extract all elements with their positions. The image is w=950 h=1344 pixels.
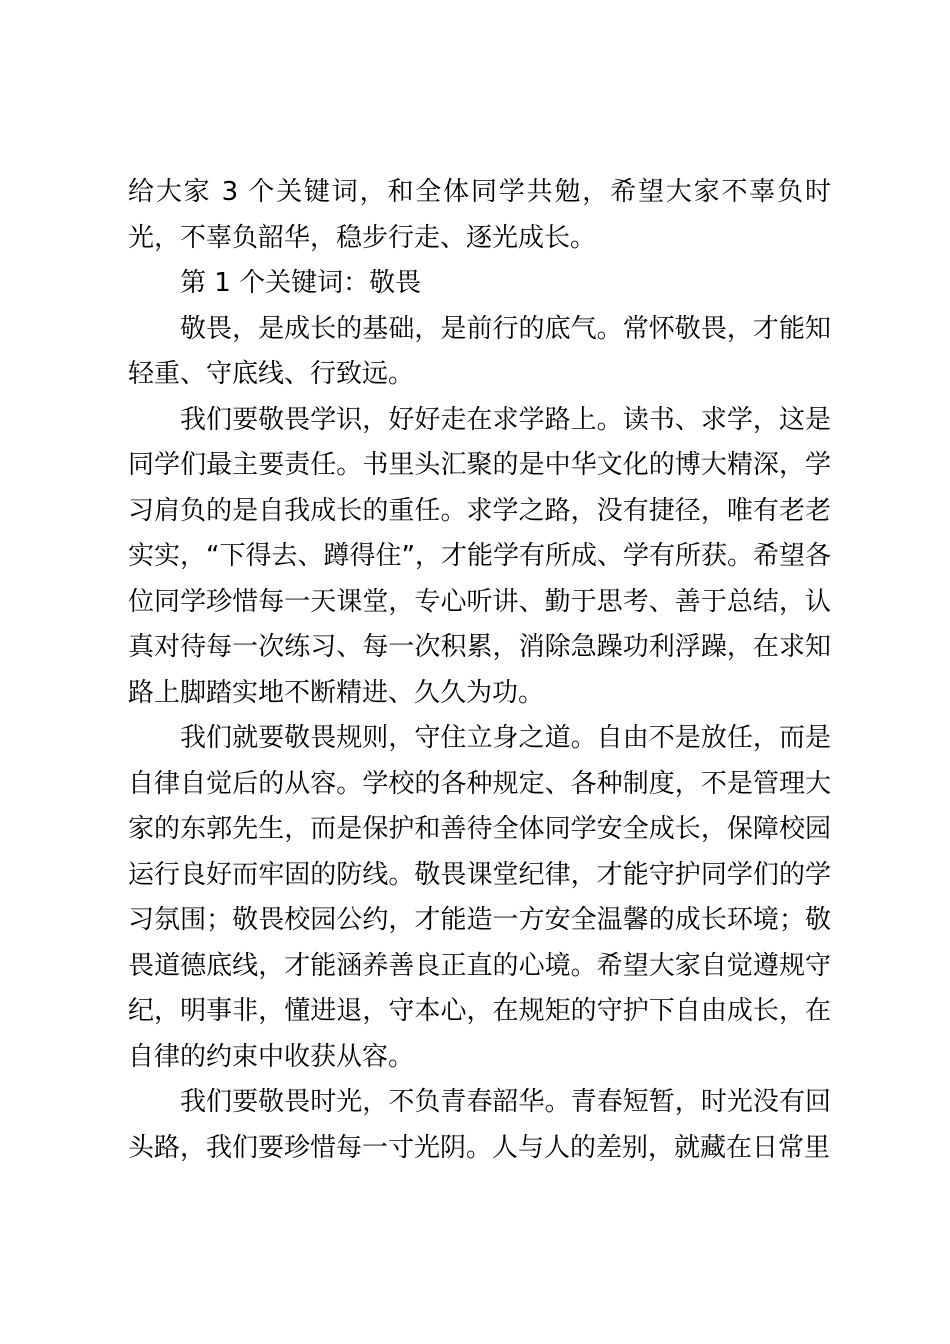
- paragraph-awe-knowledge: 我们要敬畏学识，好好走在求学路上。读书、求学，这是同学们最主要责任。书里头汇聚的是中华文化的博大精深，学习肩负的是自我成长的重任。求学之路，没有捷径，唯有老老实实，“下得去、蹲得住”，才能学有所成、学有所获。希望各位同学珍惜每一天课堂，专心听讲、勤于思考、善于总结，认真对待每一次练习、每一次积累，消除急躁功利浮躁，在求知路上脚踏实地不断精进、久久为功。: [128, 404, 831, 708]
- document-page: [128, 170, 831, 1171]
- paragraph-awe-rules: 我们就要敬畏规则，守住立身之道。自由不是放任，而是自律自觉后的从容。学校的各种规定、各种制度，不是管理大家的东郭先生，而是保护和善待全体同学安全成长，保障校园运行良好而牢固的防线。敬畏课堂纪律，才能守护同学们的学习氛围；敬畏校园公约，才能造一方安全温馨的成长环境；敬畏道德底线，才能涵养善良正直的心境。希望大家自觉遵规守纪，明事非，懂进退，守本心，在规矩的守护下自由成长，在自律的约束中收获从容。: [128, 723, 831, 1072]
- paragraph-awe-time: 我们要敬畏时光，不负青春韶华。青春短暂，时光没有回头路，我们要珍惜每一寸光阴。人与人的差别，就藏在日常里: [128, 1087, 831, 1163]
- paragraph-awe-definition: 敬畏，是成长的基础，是前行的底气。常怀敬畏，才能知轻重、守底线、行致远。: [128, 313, 831, 389]
- section-heading-keyword-1: 第 1 个关键词：敬畏: [180, 268, 422, 298]
- paragraph-intro: 给大家 3 个关键词，和全体同学共勉，希望大家不辜负时光，不辜负韶华，稳步行走、逐光成长。: [128, 177, 831, 253]
